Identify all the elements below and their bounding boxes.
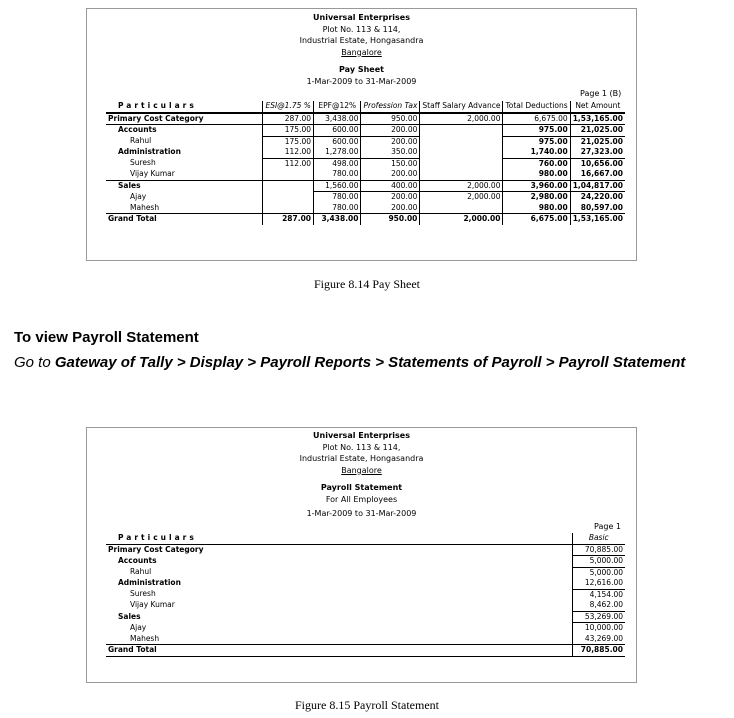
cell: 1,53,165.00 xyxy=(570,214,625,225)
cell: 6,675.00 xyxy=(503,113,570,125)
col-profession-tax: Profession Tax xyxy=(361,101,420,113)
cell: 780.00 xyxy=(314,169,361,180)
cell: 53,269.00 xyxy=(572,611,625,623)
table-row xyxy=(106,544,625,556)
cell: 70,885.00 xyxy=(572,645,625,657)
row-label: Administration xyxy=(118,147,181,157)
cell: 1,04,817.00 xyxy=(570,180,625,192)
row-label: Rahul xyxy=(130,136,152,146)
row-label: Suresh xyxy=(130,589,156,599)
table-row xyxy=(106,567,625,578)
table-row xyxy=(106,180,625,192)
cell: 2,980.00 xyxy=(503,192,570,203)
table-row xyxy=(106,203,625,214)
table-row xyxy=(106,147,625,158)
row-label: Grand Total xyxy=(106,645,572,657)
cell: 21,025.00 xyxy=(570,125,625,137)
table-row xyxy=(106,611,625,623)
table-row xyxy=(106,158,625,169)
report-period: 1-Mar-2009 to 31-Mar-2009 xyxy=(306,76,417,86)
page-number: Page 1 xyxy=(594,522,621,531)
cell xyxy=(420,169,503,180)
cell xyxy=(420,203,503,214)
cell: 2,000.00 xyxy=(420,180,503,192)
cell: 80,597.00 xyxy=(570,203,625,214)
table-row xyxy=(106,578,625,589)
cell: 2,000.00 xyxy=(420,113,503,125)
col-particulars: Particulars xyxy=(106,101,263,113)
figure-caption: Figure 8.14 Pay Sheet xyxy=(314,277,420,291)
table-row xyxy=(106,169,625,180)
row-label: Ajay xyxy=(130,191,147,201)
cell: 400.00 xyxy=(361,180,420,192)
row-label: Vijay Kumar xyxy=(130,600,175,610)
table-header-row xyxy=(106,533,625,544)
report-title: Payroll Statement xyxy=(320,483,403,492)
cell xyxy=(263,203,314,214)
cell: 43,269.00 xyxy=(572,634,625,645)
table-row xyxy=(106,113,625,125)
cell: 3,960.00 xyxy=(503,180,570,192)
row-label: Sales xyxy=(106,180,263,192)
table-row xyxy=(106,623,625,634)
table-row xyxy=(106,600,625,611)
cell: 200.00 xyxy=(361,136,420,147)
company-name: Universal Enterprises xyxy=(313,431,410,440)
cell: 975.00 xyxy=(503,136,570,147)
cell xyxy=(263,169,314,180)
cell: 760.00 xyxy=(503,158,570,169)
report-period: 1-Mar-2009 to 31-Mar-2009 xyxy=(306,509,417,518)
row-label: Accounts xyxy=(106,125,263,137)
cell: 350.00 xyxy=(361,147,420,158)
cell: 200.00 xyxy=(361,203,420,214)
row-label: Mahesh xyxy=(130,202,160,212)
row-label: Grand Total xyxy=(106,214,263,225)
cell: 200.00 xyxy=(361,192,420,203)
row-label: Ajay xyxy=(130,622,147,632)
table-row xyxy=(106,589,625,600)
table-row xyxy=(106,125,625,137)
col-particulars: Particulars xyxy=(106,533,572,544)
report-title: Pay Sheet xyxy=(339,65,384,74)
company-city: Bangalore xyxy=(341,47,382,57)
cell: 950.00 xyxy=(361,214,420,225)
cell: 780.00 xyxy=(314,203,361,214)
cell: 1,740.00 xyxy=(503,147,570,158)
cell xyxy=(420,125,503,137)
report-subtitle: For All Employees xyxy=(325,494,398,504)
cell: 200.00 xyxy=(361,125,420,137)
cell xyxy=(420,158,503,169)
cell: 175.00 xyxy=(263,136,314,147)
cell: 950.00 xyxy=(361,113,420,125)
cell: 287.00 xyxy=(263,113,314,125)
cell: 70,885.00 xyxy=(572,544,625,556)
navigation-path xyxy=(14,353,721,372)
row-label: Administration xyxy=(118,578,181,588)
company-name: Universal Enterprises xyxy=(313,13,410,22)
cell: 2,000.00 xyxy=(420,214,503,225)
cell: 5,000.00 xyxy=(572,567,625,578)
table-row xyxy=(106,192,625,203)
row-label: Suresh xyxy=(130,158,156,168)
row-label: Sales xyxy=(118,611,141,621)
col-net-amount: Net Amount xyxy=(570,101,625,113)
cell: 498.00 xyxy=(314,158,361,169)
cell: 5,000.00 xyxy=(572,556,625,568)
cell: 1,53,165.00 xyxy=(570,113,625,125)
cell: 1,278.00 xyxy=(314,147,361,158)
cell: 10,656.00 xyxy=(570,158,625,169)
grand-total-row xyxy=(106,645,625,657)
company-address-line: Plot No. 113 & 114, xyxy=(322,24,401,34)
cell xyxy=(420,136,503,147)
row-label: Primary Cost Category xyxy=(108,544,204,554)
cell xyxy=(263,192,314,203)
cell: 200.00 xyxy=(361,169,420,180)
cell: 27,323.00 xyxy=(570,147,625,158)
company-address-line: Industrial Estate, Hongasandra xyxy=(299,36,424,45)
table-header-row xyxy=(106,101,625,113)
grand-total-row xyxy=(106,214,625,225)
cell: 8,462.00 xyxy=(572,600,625,611)
cell: 24,220.00 xyxy=(570,192,625,203)
cell: 112.00 xyxy=(263,147,314,158)
cell: 112.00 xyxy=(263,158,314,169)
payroll-statement-figure xyxy=(86,427,637,683)
cell: 21,025.00 xyxy=(570,136,625,147)
payroll-statement-table xyxy=(106,533,625,657)
cell: 16,667.00 xyxy=(570,169,625,180)
cell: 12,616.00 xyxy=(572,578,625,589)
cell xyxy=(420,147,503,158)
cell: 1,560.00 xyxy=(314,180,361,192)
row-label: Mahesh xyxy=(130,633,160,643)
cell: 600.00 xyxy=(314,125,361,137)
row-label: Accounts xyxy=(118,556,157,565)
cell: 3,438.00 xyxy=(314,113,361,125)
nav-prefix: Go to xyxy=(14,354,51,371)
nav-path: Gateway of Tally > Display > Payroll Reports > Statements of Payroll > Payroll Statement xyxy=(54,354,686,371)
row-label: Primary Cost Category xyxy=(108,113,204,123)
table-row xyxy=(106,136,625,147)
cell: 175.00 xyxy=(263,125,314,137)
pay-sheet-figure xyxy=(86,8,637,261)
cell: 980.00 xyxy=(503,203,570,214)
cell: 600.00 xyxy=(314,136,361,147)
col-epf: EPF@12% xyxy=(314,101,361,113)
pay-sheet-header xyxy=(87,12,636,87)
col-esi: ESI@1.75 % xyxy=(263,101,314,113)
col-basic: Basic xyxy=(572,533,625,544)
company-address-line: Plot No. 113 & 114, xyxy=(322,442,401,452)
row-label: Rahul xyxy=(130,567,152,577)
table-row xyxy=(106,556,625,568)
cell: 4,154.00 xyxy=(572,589,625,600)
company-city: Bangalore xyxy=(341,465,382,475)
page-number: Page 1 (B) xyxy=(580,89,622,98)
cell: 975.00 xyxy=(503,125,570,137)
col-salary-advance: Staff Salary Advance xyxy=(420,101,503,113)
cell: 287.00 xyxy=(263,214,314,225)
payroll-statement-header xyxy=(87,430,636,520)
cell: 6,675.00 xyxy=(503,214,570,225)
pay-sheet-table xyxy=(106,101,625,225)
section-heading: To view Payroll Statement xyxy=(14,329,199,346)
cell: 3,438.00 xyxy=(314,214,361,225)
figure-caption: Figure 8.15 Payroll Statement xyxy=(295,698,439,712)
cell xyxy=(263,180,314,192)
col-total-deductions: Total Deductions xyxy=(503,101,570,113)
cell: 150.00 xyxy=(361,158,420,169)
row-label: Vijay Kumar xyxy=(130,169,175,178)
cell: 10,000.00 xyxy=(572,623,625,634)
company-address-line: Industrial Estate, Hongasandra xyxy=(299,454,424,463)
table-row xyxy=(106,634,625,645)
cell: 780.00 xyxy=(314,192,361,203)
cell: 980.00 xyxy=(503,169,570,180)
cell: 2,000.00 xyxy=(420,192,503,203)
